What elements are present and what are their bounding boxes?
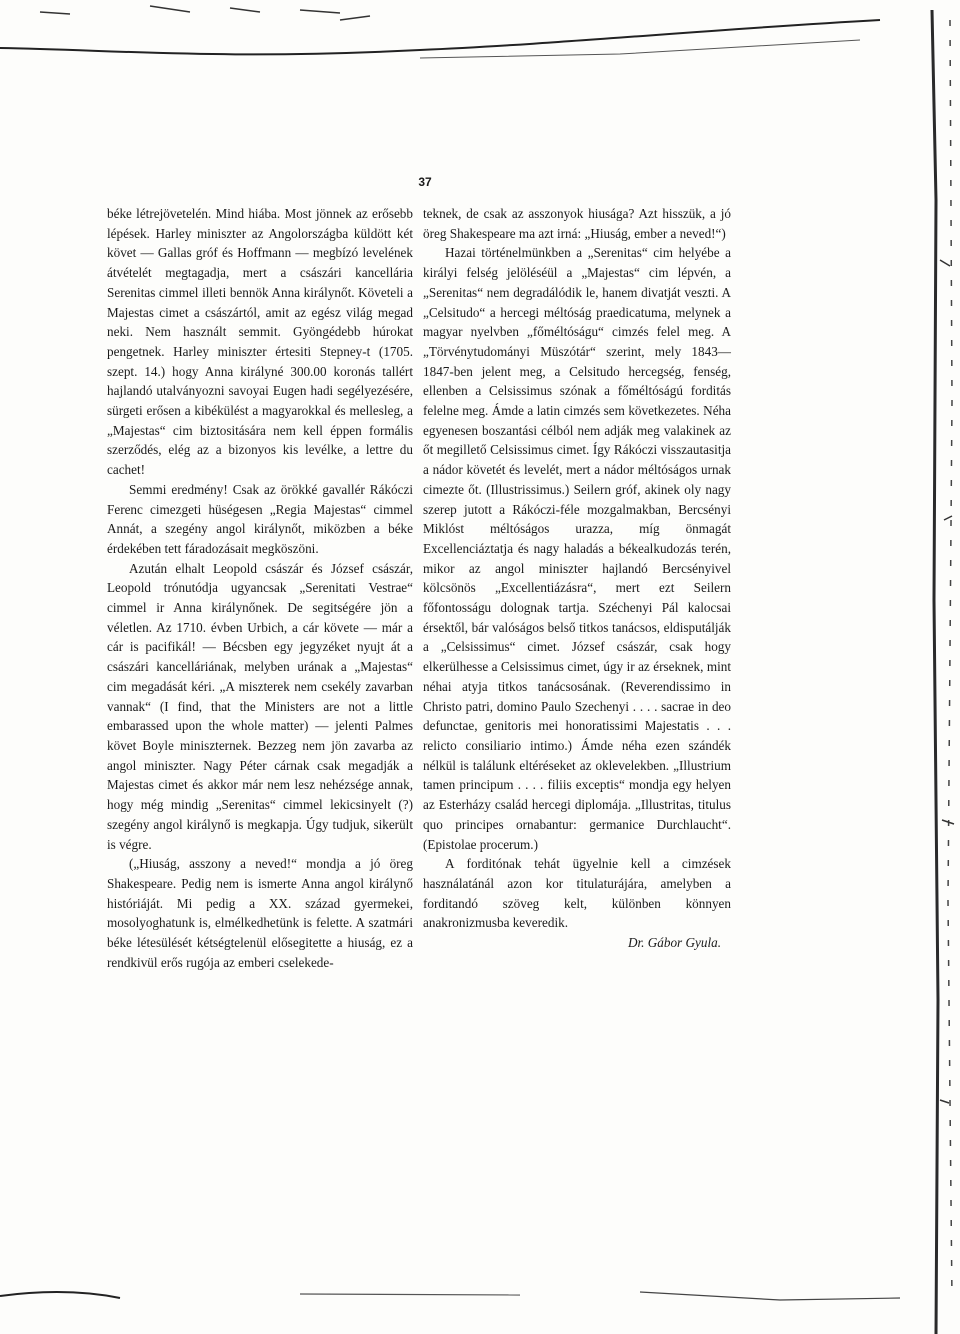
text-column-right <box>423 204 731 953</box>
paragraph-left-1: béke létrejövetelén. Mind hiába. Most jönnek az erősebb lépések. Harley miniszter az Angolországba küldött két követ — Gallas gróf és Hoffmann — megbízó levelének átvételét megtagadja, mert a császári kancellária Serenitas cimmel illeti bennök Anna királynőt. Követeli a Majestas cimet a császártól, amit az egész világ megad neki. Nem használt semmit. Gyöngédebb húrokat pengetnek. Harley miniszter értesiti Stepney-t (1705. szept. 14.) hogy Anna királyné 300.00 koronás tallért hajlandó utalványozni savoyai Eugen hadi segélyezésére, sürgeti erősen a kibékülést a magyarokkal és mellesleg, a „Majestas“ cim biztositására nem kell éppen formális szerződés, elég az a bizonyos kis levélke, a lettre du cachet! <box>107 206 413 478</box>
paragraph-left-3: Azután elhalt Leopold császár és József császár, Leopold trónutódja ugyancsak „Serenitati Vestrae“ cimmel ir Anna királynőnek. De segitségére jön a véletlen. Az 1710. évben Urbich, a cár követe — már a cár is pacifikál! — Bécsben egy jegyzéket nyujt át a császári kancelláriának, melyben urának a „Majestas“ cim megadását kéri. „A miszterek nem csekély zavarban vannak“ (I find, that the Ministers are not a little embarassed upon the whole matter) — jelenti Palmes követ Boyle miniszternek. Bezzeg nem jön zavarba az angol miniszter. Nagy Péter cárnak csak megadják a Majestas cimet és akkor már nem lesz nehézsége annak, hogy még mindig „Serenitas“ cimmel lekicsinyelt (?) szegény angol királynő is megkapja. Úgy tudjuk, sikerült is végre. <box>107 560 413 852</box>
paragraph-left-4: („Hiuság, asszony a neved!“ mondja a jó öreg Shakespeare. Pedig nem is ismerte Anna angol királynő históriáját. Mi pedig a XX. század gyermekei, mosolyoghatunk is, elmélkedhetünk is felette. A szatmári béke létesülését kétségtelenül elősegitette a hiuság, ez a rendkivül erős rugója az emberi cselekede- <box>107 856 413 970</box>
scan-edge-right <box>870 0 960 1334</box>
author-signature: Dr. Gábor Gyula. <box>627 935 721 951</box>
page-number: 37 <box>418 175 432 189</box>
paragraph-right-2: Hazai történelmünkben a „Serenitas“ cim helyébe a királyi felség jelöléséül a „Majestas“ cim lépvén, a „Serenitas“ nem degradálódik le, hanem divatját veszti. A „Celsitudo“ a hercegi méltóság praedicatuma, melynek a magyar nyelvben „főméltóságu“ cimzés felel meg. A „Törvénytudományi Müszótár“ szerint, mely 1843—1847-ben jelent meg, a Celsitudo hercegség, fenség, ellenben a Celsissimus szónak a főméltóságú forditás felelne meg. Ámde a latin cimzés sem következetes. Néha egyenesen boszantási célból nem adják meg valakinek az őt megillető Celsissimus cimet. Így Rákóczi visszautasitja a nádor követét és levelét, mert a nádor méltóságos urnak cimezte őt. (Illustrissimus.) Seilern gróf, akinek oly nagy szerep jutott a Rákóczi-féle mozgalmakban, Bercsényi Miklóst méltóságos urazza, míg önmagát Excellenciáztatja és nagy haladás a békealkudozás terén, mikor az angol miniszter hajlandó Bercsényivel kölcsönös „Excellentiázásra“, mert ezt Seilern főfontosságu dolognak tartja. Széchenyi Pál kalocsai érsektől, bár valóságos belső titkos tanácsos, eldisputálják a „Celsissimus“ cimet. József császár, csak hogy elkerülhesse a Celsissimus cimet, úgy ir az érseknek, mint néhai atyja titkos tanácsosának. (Reverendissimo in Christo patri, domino Paulo Szechenyi . . . . sacrae in deo defunctae, genitoris mei honoratissimi Majestatis . . . relicto consiliario intimo.) Ámde néha ezen szándék nélkül is találunk eltéréseket az oklevelekben. „Illustrium tamen principum . . . . filiis exceptis“ mondja egy helyen az Esterházy család hercegi diplomája. „Illustritas, titulus quo principes ornabantur: germanice Durchlaucht“. (Epistolae procerum.) <box>423 245 731 852</box>
paragraph-right-3: A forditónak tehát ügyelnie kell a cimzések használatánál azon kor titulaturájára, amelyben a forditandó szöveg kelt, különben könnyen anakronizmusba keveredik. <box>423 856 731 931</box>
text-column-left <box>107 204 413 972</box>
paragraph-right-1: teknek, de csak az asszonyok hiusága? Azt hisszük, a jó öreg Shakespeare ma azt irná: „Hiuság, ember a neved!“) <box>423 206 731 241</box>
scan-edge-bottom <box>0 1274 960 1334</box>
scan-edge-top <box>0 0 960 70</box>
paragraph-left-2: Semmi eredmény! Csak az örökké gavallér Rákóczi Ferenc cimezgeti hüségesen „Regia Majestas“ cimmel Annát, a szegény angol királynőt, miközben a béke érdekében tett fáradozásait megköszöni. <box>107 481 413 556</box>
